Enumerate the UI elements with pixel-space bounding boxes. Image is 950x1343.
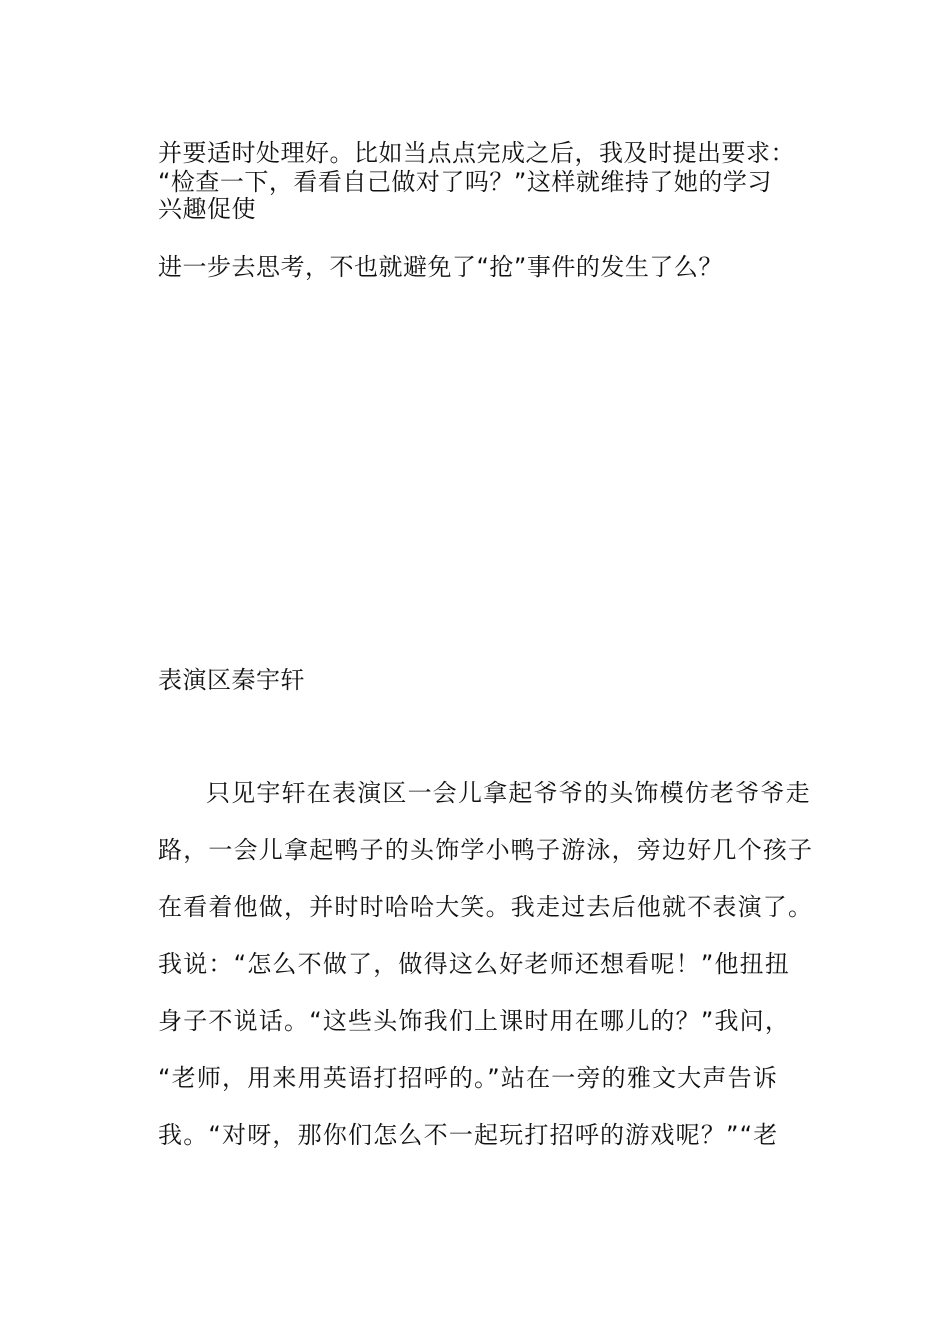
paragraph-line: 只见宇轩在表演区一会儿拿起爷爷的头饰模仿老爷爷走 — [206, 779, 811, 807]
paragraph-line: 我。“对呀，那你们怎么不一起玩打招呼的游戏呢？”“老 — [158, 1121, 779, 1149]
paragraph-line: 并要适时处理好。比如当点点完成之后，我及时提出要求： — [158, 139, 795, 167]
paragraph-line: “老师，用来用英语打招呼的。”站在一旁的雅文大声告诉 — [158, 1064, 779, 1092]
paragraph-line: 进一步去思考，不也就避免了“抢”事件的发生了么？ — [158, 253, 723, 281]
paragraph-line: “检查一下，看看自己做对了吗？”这样就维持了她的学习 — [158, 168, 772, 196]
paragraph-line: 在看着他做，并时时哈哈大笑。我走过去后他就不表演了。 — [158, 893, 814, 921]
paragraph-line: 路，一会儿拿起鸭子的头饰学小鸭子游泳，旁边好几个孩子 — [158, 836, 814, 864]
paragraph-line: 身子不说话。“这些头饰我们上课时用在哪儿的？”我问， — [158, 1007, 791, 1035]
paragraph-line: 我说：“怎么不做了，做得这么好老师还想看呢！”他扭扭 — [158, 950, 791, 978]
section-heading: 表演区秦宇轩 — [158, 666, 305, 694]
paragraph-line: 兴趣促使 — [158, 195, 256, 223]
